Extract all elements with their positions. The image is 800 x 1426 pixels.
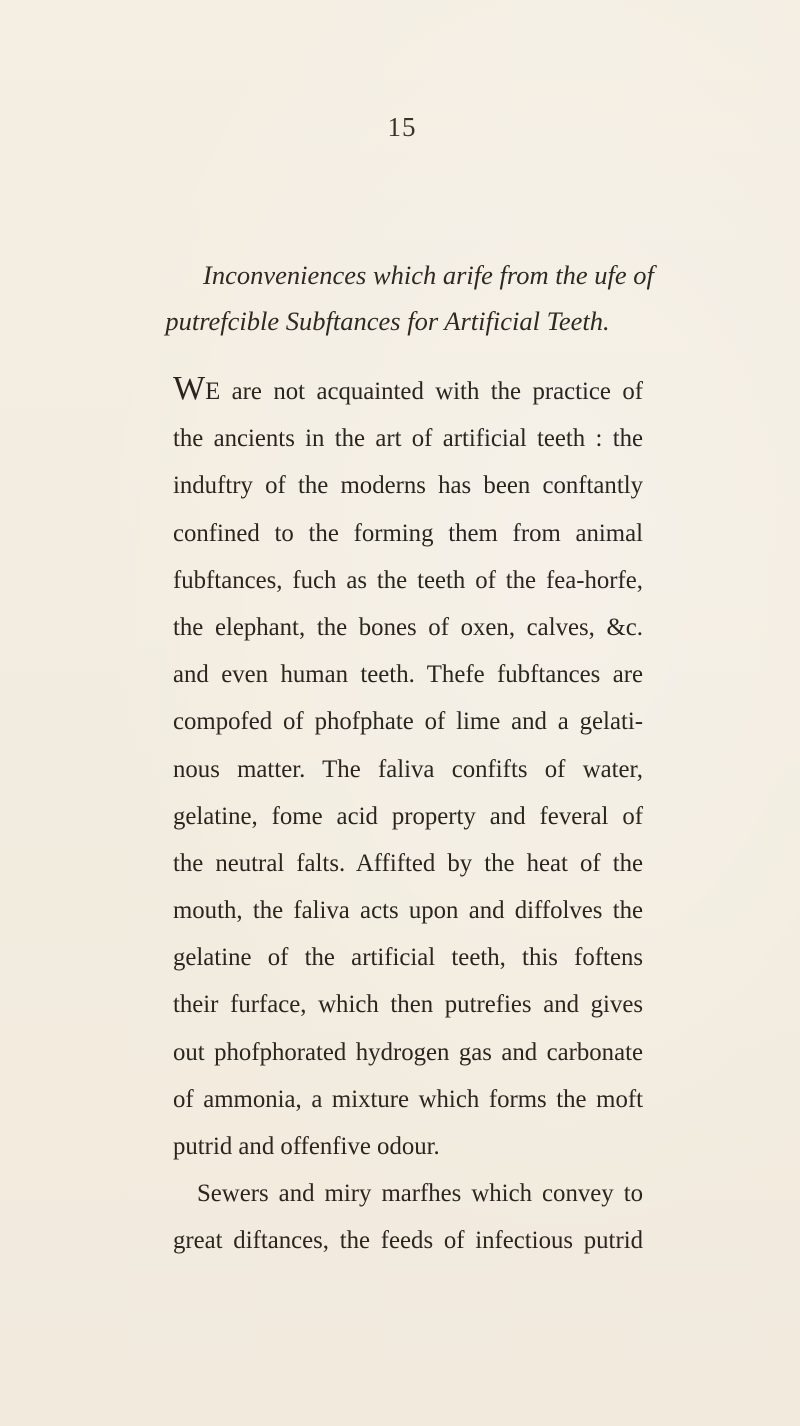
title-line-1: Inconveniences which arife from the ufe of: [203, 260, 654, 290]
text-line: confined to the forming them from animal: [173, 519, 643, 547]
text-line: their furface, which then putrefies and gives: [173, 991, 643, 1019]
text-line: fubftances, fuch as the teeth of the fea-horfe,: [173, 566, 643, 594]
text-line: gelatine of the artificial teeth, this foftens: [173, 944, 643, 972]
drop-initial: W: [173, 370, 206, 407]
text-line: Sewers and miry marfhes which convey to: [197, 1180, 643, 1208]
text-line: compofed of phofphate of lime and a gelati-: [173, 708, 643, 736]
text-line: of ammonia, a mixture which forms the moft: [173, 1085, 643, 1113]
body-text: [173, 368, 643, 1265]
text-line: nous matter. The faliva confifts of water,: [173, 755, 643, 783]
section-title: [165, 252, 654, 344]
text-line: the elephant, the bones of oxen, calves, &c.: [173, 613, 643, 641]
title-line-2: putrefcible Subftances for Artificial Teeth.: [165, 306, 610, 336]
text-line: the ancients in the art of artificial teeth : the: [173, 425, 643, 453]
text-line: out phofphorated hydrogen gas and carbonate: [173, 1038, 643, 1066]
text-line: great diftances, the feeds of infectious putrid: [173, 1227, 643, 1255]
text-line: mouth, the faliva acts upon and diffolves the: [173, 897, 643, 925]
text-line: the neutral falts. Affifted by the heat of the: [173, 849, 643, 877]
page-number: 15: [387, 112, 417, 142]
text-line: gelatine, fome acid property and feveral of: [173, 802, 643, 830]
text-line: putrid and offenfive odour.: [173, 1133, 440, 1160]
paragraph-1-first-rest: E are not acquainted with the practice of: [205, 378, 643, 405]
text-line: and even human teeth. Thefe fubftances are: [173, 661, 643, 689]
paragraph-1-line-1: [173, 368, 643, 415]
text-line: induftry of the moderns has been conftantly: [173, 472, 643, 500]
